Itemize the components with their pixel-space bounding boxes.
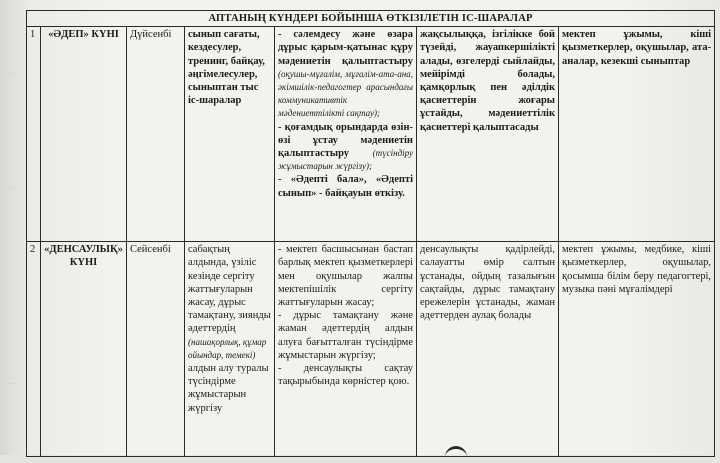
content-item: - денсаулықты сақтау тақырыбында көрністер қою. [278,363,413,388]
content-item: - «Әдепті бала», «Әдепті сынып» - байқауын өткізу. [278,174,413,199]
activity-format: сынып сағаты, кездесулер, тренинг, байқау, әңгімелесулер, сыныптан тыс іс-шаралар [185,27,275,242]
activity-content [275,242,417,457]
content-item: - сәлемдесу және өзара дұрыс қарым-қатынас құру мәдениетін қалыптастыру [278,29,413,67]
row-number: 2 [27,242,41,457]
weekday: Сейсенбі [127,242,185,457]
row-number: 1 [27,27,41,242]
content-item: - қоғамдық орындарда өзін-өзі ұстау мәдениетін қалыптастыру [278,121,413,160]
table-title: АПТАНЫҢ КҮНДЕРІ БОЙЫНША ӨТКІЗІЛЕТІН ІС-ШАРАЛАР [27,11,715,27]
content-note: (түсіндіру жұмыстарын жүргізу); [278,148,413,172]
expected-result: жақсылыққа, ізгілікке бой түзейді, жауапкершілікті алады, өзгелерді сыйлайды, мейірімді болады, қамқорлық пен әділдік қасиеттерін жоғары ұстайды, мәдениеттілік қасиеттері қалыптасады [417,27,559,242]
day-name: «ӘДЕП» КҮНІ [41,27,127,242]
table-row [27,242,715,457]
day-name: «ДЕНСАУЛЫҚ» КҮНІ [41,242,127,457]
activity-format [185,242,275,457]
content-note: (оқушы-мұғалім, мұғалім-ата-ана, әкімшілік-педагогтер арасындағы коммуникативтік мәдениеттілікті сақтау); [278,68,413,119]
activity-content [275,27,417,242]
content-item: - дұрыс тамақтану және жаман әдеттердің алдын алуға бағытталған түсіндірме жұмыстарын жүргізу; [278,310,413,361]
table-row [27,27,715,242]
format-text: сабақтың алдында, үзіліс кезінде сергіту жаттығуларын жасау, дұрыс тамақтану, зиянды әдеттердің [188,244,271,335]
bleed-through-text: · · · [5,185,17,193]
participants: мектеп ұжымы, медбике, кіші қызметкерлер, оқушылар, қосымша білім беру педагогтері, музыка пәні мұғалімдері [559,242,715,457]
format-note: (нашақорлық, құмар ойындар, темекі) [188,336,267,360]
bleed-through-text: · · · [5,380,17,388]
expected-result: денсаулықты қадірлейді, салауатты өмір салтын ұстанады, ойдың тазалығын сақтайды, дұрыс тамақтану ережелерін ұстанады, жаман әдеттерден аулақ болады [417,242,559,457]
content-item: - мектеп басшысынан бастап барлық мектеп қызметкерлері мен оқушылар жалпы мектепішілік сергіту жаттығуларын жасау; [278,244,413,309]
participants: мектеп ұжымы, кіші қызметкерлер, оқушылар, ата-аналар, кезекші сыныптар [559,27,715,242]
bleed-through-text: · · · [5,70,17,78]
format-text: алдын алу туралы түсіндірме жұмыстарын жүргізу [188,363,269,414]
activities-table [26,10,715,457]
table-title-row [27,11,715,27]
weekday: Дүйсенбі [127,27,185,242]
